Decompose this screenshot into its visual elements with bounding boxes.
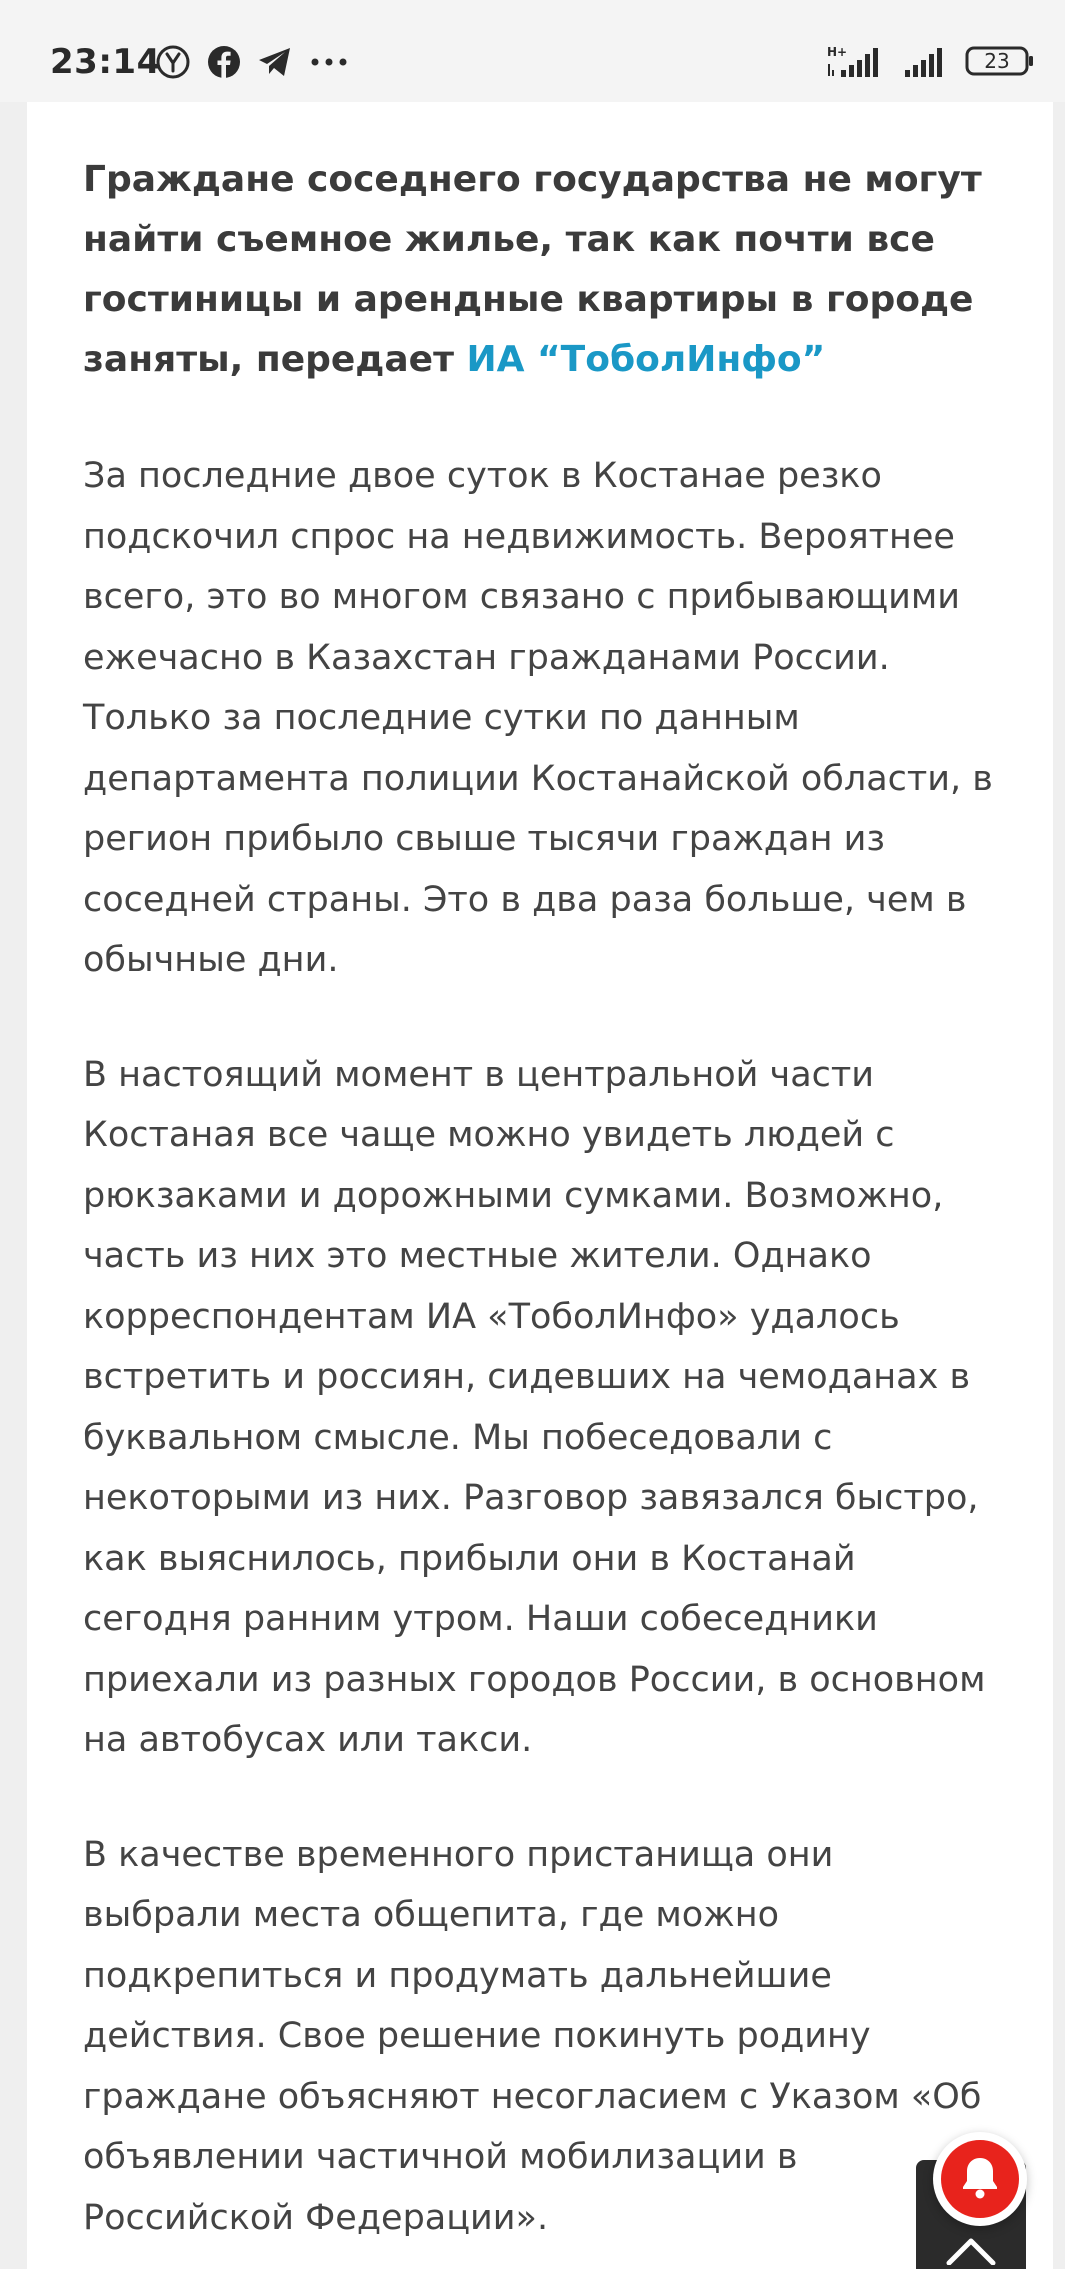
status-bar xyxy=(0,0,1065,102)
status-icons-left xyxy=(155,44,349,80)
source-link[interactable]: ИА “ТоболИнфо” xyxy=(466,339,826,380)
bell-background xyxy=(941,2140,1019,2218)
article-paragraph: В настоящий момент в центральной части Костаная все чаще можно увидеть людей с рюкзаками и дорожными сумками. Возможно, часть из них это местные жители. Однако корреспондентам ИА «ТоболИнфо» удалось встретить и россиян, сидевших на чемоданах в буквальном смысле. Мы побеседовали с некоторыми из них. Разговор завязался быстро, как выяснилось, прибыли они в Костанай сегодня ранним утром. Наши собеседники приехали из разных городов России, в основном на автобусах или такси. xyxy=(83,1054,986,1760)
more-dots-icon xyxy=(309,56,349,68)
article-lead xyxy=(83,150,993,390)
article-paragraph: За последние двое суток в Костанае резко подскочил спрос на недвижимость. Вероятнее всего, это во многом связано с прибывающими ежечасно в Казахстан гражданами России. Только за последние сутки по данным департамента полиции Костанайской области, в регион прибыло свыше тысячи граждан из соседней страны. Это в два раза больше, чем в обычные дни. xyxy=(83,456,993,980)
signal-icon xyxy=(903,44,947,78)
article-card xyxy=(27,102,1053,2269)
battery-icon xyxy=(965,45,1035,77)
article-paragraph: В качестве временного пристанища они выбрали места общепита, где можно подкрепиться и продумать дальнейшие действия. Свое решение покинуть родину граждане объясняют несогласием с Указом «Об объявлении частичной мобилизации в Российской Федерации». xyxy=(83,1834,982,2238)
status-time: 23:14 xyxy=(50,42,161,82)
status-icons-right xyxy=(825,44,1035,78)
svg-text:H+: H+ xyxy=(827,45,848,59)
article-lead-text: Граждане соседнего государства не могут найти съемное жилье, так как почти все гостиницы и арендные квартиры в городе заняты, передает xyxy=(83,159,982,380)
telegram-icon xyxy=(257,46,293,78)
facebook-icon xyxy=(207,45,241,79)
battery-level: 23 xyxy=(984,49,1010,73)
chevron-up-icon xyxy=(941,2225,1001,2269)
bell-icon xyxy=(958,2154,1002,2204)
signal-hplus-icon xyxy=(825,44,885,78)
yandex-icon xyxy=(155,44,191,80)
notification-subscribe-button[interactable] xyxy=(933,2132,1027,2226)
